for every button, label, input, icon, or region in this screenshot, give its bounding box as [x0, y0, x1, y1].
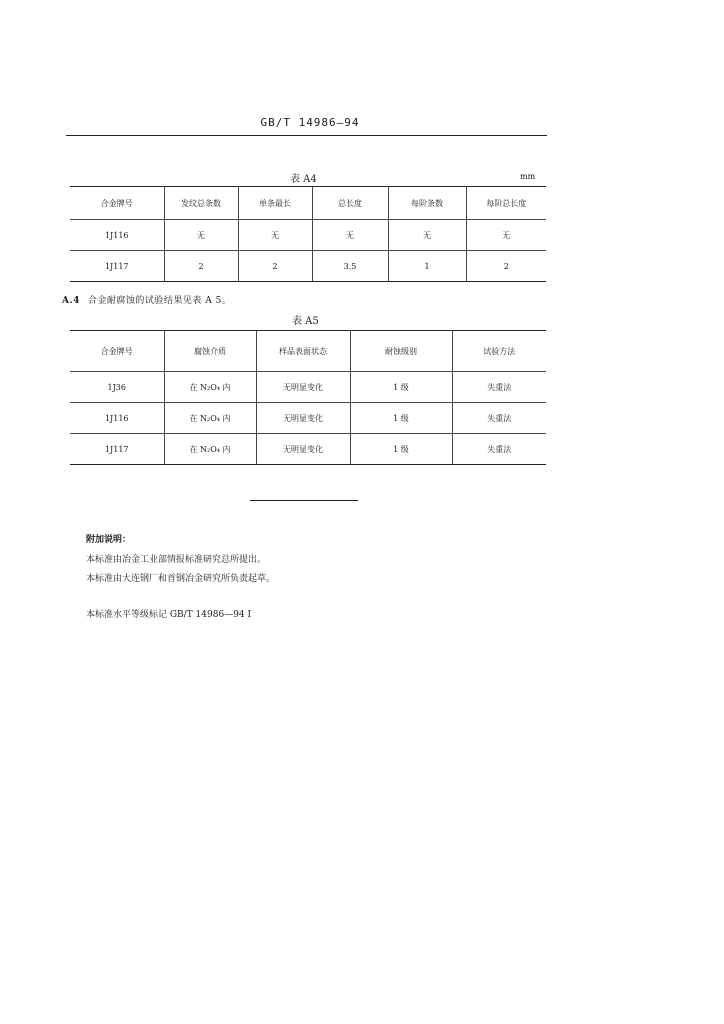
level-mark: 本标准水平等级标记 GB/T 14986—94 I	[86, 610, 252, 620]
table-cell: 无明显变化	[256, 434, 350, 465]
table-cell: 1	[388, 251, 466, 282]
table-cell: 无	[388, 220, 466, 251]
table-cell: 在 N₂O₄ 内	[164, 372, 256, 403]
standard-code-header: GB/T 14986—94	[260, 116, 360, 129]
table-row	[70, 220, 546, 251]
table-cell: 2	[466, 251, 546, 282]
table-row	[70, 403, 546, 434]
table-a5-header-cell: 试验方法	[452, 331, 546, 372]
table-a5-header-row	[70, 331, 546, 372]
table-cell: 失重法	[452, 403, 546, 434]
table-cell: 1 级	[350, 434, 452, 465]
table-cell: 1 级	[350, 403, 452, 434]
end-rule	[250, 500, 358, 501]
table-row	[70, 434, 546, 465]
table-a4-header-row	[70, 187, 546, 220]
table-cell: 无	[466, 220, 546, 251]
table-a4-header-cell: 发纹总条数	[164, 187, 238, 220]
table-a5-header-cell: 耐蚀级别	[350, 331, 452, 372]
table-a4-header-cell: 单条最长	[238, 187, 312, 220]
table-cell: 1J36	[70, 372, 164, 403]
table-cell: 1 级	[350, 372, 452, 403]
section-number: A.4	[62, 296, 80, 306]
table-a5	[70, 330, 546, 465]
notes-title: 附加说明：	[86, 535, 132, 545]
table-row	[70, 372, 546, 403]
table-cell: 1J117	[70, 434, 164, 465]
table-a5-caption: 表 A5	[292, 316, 319, 327]
table-row	[70, 251, 546, 282]
table-a4-header-cell: 每阶总长度	[466, 187, 546, 220]
table-cell: 无	[238, 220, 312, 251]
table-cell: 在 N₂O₄ 内	[164, 403, 256, 434]
table-cell: 1J117	[70, 251, 164, 282]
table-a5-header-cell: 腐蚀介质	[164, 331, 256, 372]
table-a4-header-cell: 合金牌号	[70, 187, 164, 220]
table-cell: 2	[238, 251, 312, 282]
table-cell: 无	[312, 220, 388, 251]
table-cell: 1J116	[70, 403, 164, 434]
table-cell: 3.5	[312, 251, 388, 282]
table-a4-caption: 表 A4	[290, 174, 317, 185]
header-rule	[66, 135, 547, 136]
table-cell: 1J116	[70, 220, 164, 251]
table-cell: 在 N₂O₄ 内	[164, 434, 256, 465]
table-a4-header-cell: 总长度	[312, 187, 388, 220]
table-cell: 无明显变化	[256, 372, 350, 403]
notes-line: 本标准由大连钢厂和首钢冶金研究所负责起草。	[86, 574, 276, 584]
notes-line: 本标准由冶金工业部情报标准研究总所提出。	[86, 555, 267, 565]
section-a4-paragraph	[62, 293, 231, 306]
table-cell: 2	[164, 251, 238, 282]
table-cell: 无	[164, 220, 238, 251]
table-cell: 无明显变化	[256, 403, 350, 434]
table-a5-header-cell: 合金牌号	[70, 331, 164, 372]
table-cell: 失重法	[452, 372, 546, 403]
table-a4-unit: mm	[520, 172, 536, 181]
table-a4-header-cell: 每阶条数	[388, 187, 466, 220]
table-a5-header-cell: 样品表面状态	[256, 331, 350, 372]
table-a4	[70, 186, 546, 282]
table-cell: 失重法	[452, 434, 546, 465]
section-text: 合金耐腐蚀的试验结果见表 A 5。	[87, 296, 232, 306]
